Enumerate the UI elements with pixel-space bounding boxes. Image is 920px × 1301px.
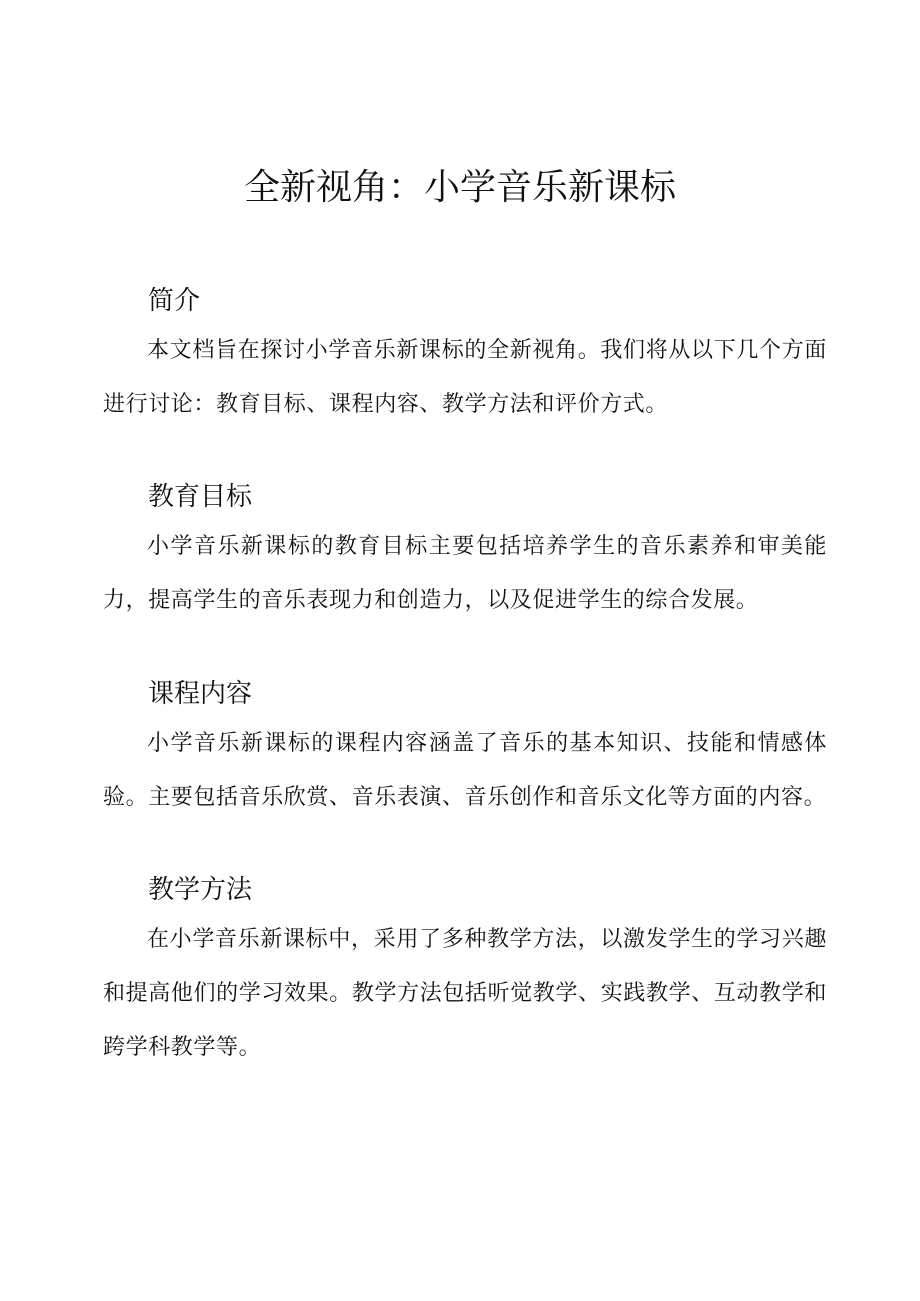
document-title: 全新视角：小学音乐新课标 (243, 167, 676, 208)
section-paragraph: 小学音乐新课标的教育目标主要包括培养学生的音乐素养和审美能力，提高学生的音乐表现力和创造力，以及促进学生的综合发展。 (103, 534, 827, 613)
section-introduction (103, 278, 827, 432)
section-teaching-methods (103, 867, 827, 1075)
section-heading: 简介 (148, 286, 201, 316)
section-paragraph: 小学音乐新课标的课程内容涵盖了音乐的基本知识、技能和情感体验。主要包括音乐欣赏、音乐表演、音乐创作和音乐文化等方面的内容。 (103, 731, 827, 810)
section-education-goals (103, 474, 827, 628)
section-paragraph: 本文档旨在探讨小学音乐新课标的全新视角。我们将从以下几个方面进行讨论：教育目标、课程内容、教学方法和评价方式。 (103, 338, 827, 417)
section-heading: 教育目标 (148, 482, 253, 512)
section-heading: 教学方法 (148, 875, 253, 905)
section-heading: 课程内容 (148, 679, 253, 709)
section-paragraph: 在小学音乐新课标中，采用了多种教学方法，以激发学生的学习兴趣和提高他们的学习效果。教学方法包括听觉教学、实践教学、互动教学和跨学科教学等。 (103, 927, 827, 1060)
section-course-content (103, 671, 827, 825)
